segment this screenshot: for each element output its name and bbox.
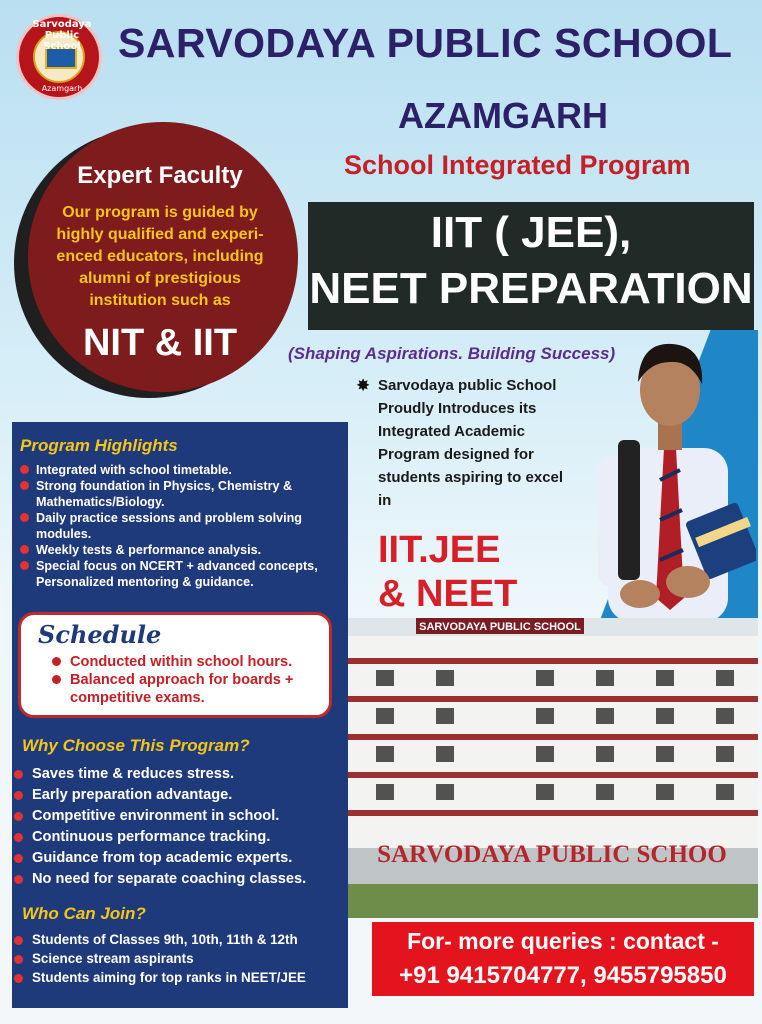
highlight-line-2: & NEET [378,573,518,615]
list-item: Balanced approach for boards + competitive exams. [52,671,322,707]
intro-text: Sarvodaya public School Proudly Introduces its Integrated Academic Program designed for students aspiring to excel in [378,377,564,509]
schedule-list [52,653,322,707]
program-type: School Integrated Program [344,150,691,180]
list-item: Daily practice sessions and problem solving modules. [18,510,344,542]
list-item: Guidance from top academic experts. [12,848,346,869]
list-item: Students of Classes 9th, 10th, 11th & 12th [12,930,346,949]
why-choose-title: Why Choose This Program? [22,736,250,755]
exam-highlight [378,528,517,616]
who-can-join-list [12,930,346,987]
list-item: Saves time & reduces stress. [12,764,346,785]
school-name: SARVODAYA PUBLIC SCHOOL [118,20,733,66]
who-can-join-title: Who Can Join? [22,904,146,923]
school-logo [16,14,102,100]
title-line-1: IIT ( JEE), [430,208,632,257]
list-item: Conducted within school hours. [52,653,322,671]
logo-bottom-text: Azamgarh [41,84,83,93]
list-item: Weekly tests & performance analysis. [18,542,344,558]
student-image [560,330,756,622]
list-item: No need for separate coaching classes. [12,869,346,890]
list-item: Early preparation advantage. [12,785,346,806]
faculty-emphasis: NIT & IIT [82,322,238,364]
list-item: Special focus on NCERT + advanced concepts, Personalized mentoring & guidance. [18,558,344,590]
list-item: Integrated with school timetable. [18,462,344,478]
highlight-line-1: IIT.JEE [378,529,501,571]
school-building-image [346,618,758,918]
list-item: Competitive environment in school. [12,806,346,827]
list-item: Continuous performance tracking. [12,827,346,848]
logo-top-text: Sarvodaya Public School [32,19,92,52]
tagline: (Shaping Aspirations. Building Success) [288,344,616,363]
contact-label: For- more queries : contact - [407,928,719,954]
program-highlights-list [18,462,344,590]
contact-phone-numbers: +91 9415704777, 9455795850 [399,962,727,989]
building-banner: SARVODAYA PUBLIC SCHOOL [419,621,581,633]
title-line-2: NEET PREPARATION [309,264,753,313]
program-highlights-title: Program Highlights [20,436,178,455]
star-icon: ✸ [356,376,371,395]
list-item: Students aiming for top ranks in NEET/JEE [12,968,346,987]
list-item: Science stream aspirants [12,949,346,968]
city-name: AZAMGARH [398,95,608,136]
schedule-title: Schedule [38,620,162,649]
building-facade-sign: SARVODAYA PUBLIC SCHOO [377,841,727,868]
list-item: Strong foundation in Physics, Chemistry & Mathematics/Biology. [18,478,344,510]
faculty-title: Expert Faculty [77,162,243,189]
faculty-description: Our program is guided by highly qualified and experi-enced educators, including alumni of prestigious institution such as [56,204,264,309]
why-choose-list [12,764,346,890]
